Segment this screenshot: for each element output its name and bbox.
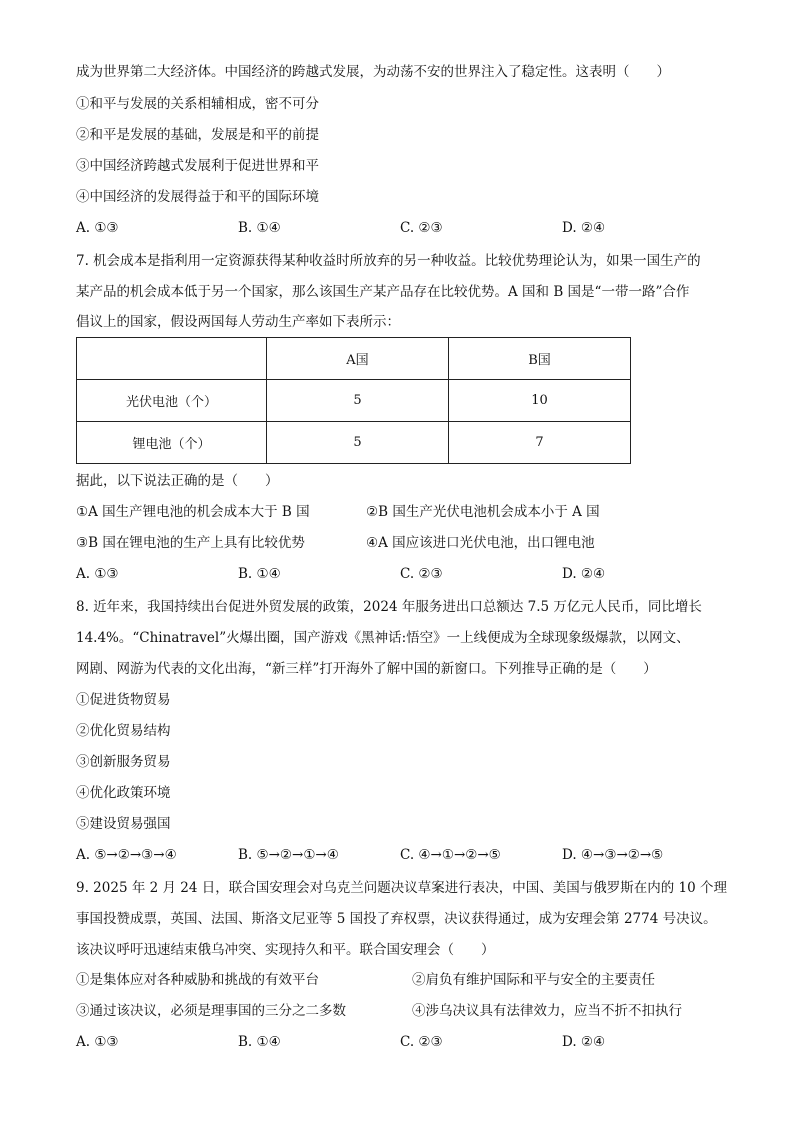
table-header-cell (77, 338, 267, 380)
q6-stem: 成为世界第二大经济体。中国经济的跨越式发展，为动荡不安的世界注入了稳定性。这表明（ ） (76, 64, 670, 80)
table-header-cell: A国 (267, 338, 449, 380)
q9-option-c[interactable]: C. ②③ (400, 1034, 443, 1050)
q9-options (76, 1032, 716, 1052)
q7-question: 据此，以下说法正确的是（ ） (76, 473, 279, 489)
q9-item-3: ③通过该决议，必须是理事国的三分之二多数 (76, 1003, 346, 1019)
q6-option-c[interactable]: C. ②③ (400, 220, 443, 236)
q6-item-2: ②和平是发展的基础，发展是和平的前提 (76, 127, 319, 143)
q8-item-5: ⑤建设贸易强国 (76, 816, 171, 832)
q8-stem-line-3: 网剧、网游为代表的文化出海，“新三样”打开海外了解中国的新窗口。下列推导正确的是（ ） (76, 661, 657, 677)
q7-option-a[interactable]: A. ①③ (76, 566, 119, 582)
q9-stem-line-2: 事国投赞成票，英国、法国、斯洛文尼亚等 5 国投了弃权票，决议获得通过，成为安理会第 2774 号决议。 (76, 911, 717, 927)
q9-item-4: ④涉乌决议具有法律效力，应当不折不扣执行 (412, 1003, 682, 1019)
q8-item-3: ③创新服务贸易 (76, 754, 171, 770)
table-row (77, 380, 631, 422)
q6-item-3: ③中国经济跨越式发展利于促进世界和平 (76, 158, 319, 174)
q8-options (76, 845, 716, 865)
q6-option-d[interactable]: D. ②④ (562, 220, 606, 236)
q7-item-2: ②B 国生产光伏电池机会成本小于 A 国 (366, 504, 600, 520)
q7-option-d[interactable]: D. ②④ (562, 566, 606, 582)
q9-item-2: ②肩负有维护国际和平与安全的主要责任 (412, 972, 655, 988)
q7-stem-line-3: 倡议上的国家，假设两国每人劳动生产率如下表所示： (76, 314, 400, 330)
table-row (77, 422, 631, 464)
q8-option-d[interactable]: D. ④→③→②→⑤ (562, 847, 664, 863)
q8-item-1: ①促进货物贸易 (76, 692, 171, 708)
q8-item-4: ④优化政策环境 (76, 785, 171, 801)
q8-stem-line-2: 14.4%。“Chinatravel”火爆出圈，国产游戏《黑神话:悟空》一上线便成为全球现象级爆款，以网文、 (76, 630, 690, 646)
q8-option-c[interactable]: C. ④→①→②→⑤ (400, 847, 501, 863)
q7-option-c[interactable]: C. ②③ (400, 566, 443, 582)
q9-option-b[interactable]: B. ①④ (238, 1034, 281, 1050)
table-header-cell: B国 (449, 338, 631, 380)
q7-options (76, 564, 716, 584)
q6-item-4: ④中国经济的发展得益于和平的国际环境 (76, 189, 319, 205)
q6-option-b[interactable]: B. ①④ (238, 220, 281, 236)
q9-option-d[interactable]: D. ②④ (562, 1034, 606, 1050)
q7-option-b[interactable]: B. ①④ (238, 566, 281, 582)
q6-item-1: ①和平与发展的关系相辅相成，密不可分 (76, 96, 319, 112)
q6-option-a[interactable]: A. ①③ (76, 220, 119, 236)
q7-item-3: ③B 国在锂电池的生产上具有比较优势 (76, 535, 305, 551)
q7-item-4: ④A 国应该进口光伏电池，出口锂电池 (366, 535, 595, 551)
q9-item-1: ①是集体应对各种威胁和挑战的有效平台 (76, 972, 319, 988)
q8-stem-line-1: 8. 近年来，我国持续出台促进外贸发展的政策，2024 年服务进出口总额达 7.5 万亿元人民币，同比增长 (76, 599, 702, 615)
productivity-table (76, 337, 631, 464)
q9-stem-line-3: 该决议呼吁迅速结束俄乌冲突、实现持久和平。联合国安理会（ ） (76, 942, 495, 958)
q7-stem-line-2: 某产品的机会成本低于另一个国家，那么该国生产某产品存在比较优势。A 国和 B 国是“一带一路”合作 (76, 284, 690, 300)
table-cell: 5 (267, 422, 449, 464)
q9-stem-line-1: 9. 2025 年 2 月 24 日，联合国安理会对乌克兰问题决议草案进行表决，中国、美国与俄罗斯在内的 10 个理 (76, 880, 728, 896)
table-cell: 光伏电池（个） (77, 380, 267, 422)
q8-item-2: ②优化贸易结构 (76, 723, 171, 739)
q9-option-a[interactable]: A. ①③ (76, 1034, 119, 1050)
table-header-row (77, 338, 631, 380)
q8-option-a[interactable]: A. ⑤→②→③→④ (76, 847, 177, 863)
q8-option-b[interactable]: B. ⑤→②→①→④ (238, 847, 339, 863)
q6-options (76, 218, 716, 238)
table-cell: 7 (449, 422, 631, 464)
table-cell: 10 (449, 380, 631, 422)
table-cell: 5 (267, 380, 449, 422)
table-cell: 锂电池（个） (77, 422, 267, 464)
q7-stem-line-1: 7. 机会成本是指利用一定资源获得某种收益时所放弃的另一种收益。比较优势理论认为，如果一国生产的 (76, 253, 701, 269)
q7-item-1: ①A 国生产锂电池的机会成本大于 B 国 (76, 504, 310, 520)
